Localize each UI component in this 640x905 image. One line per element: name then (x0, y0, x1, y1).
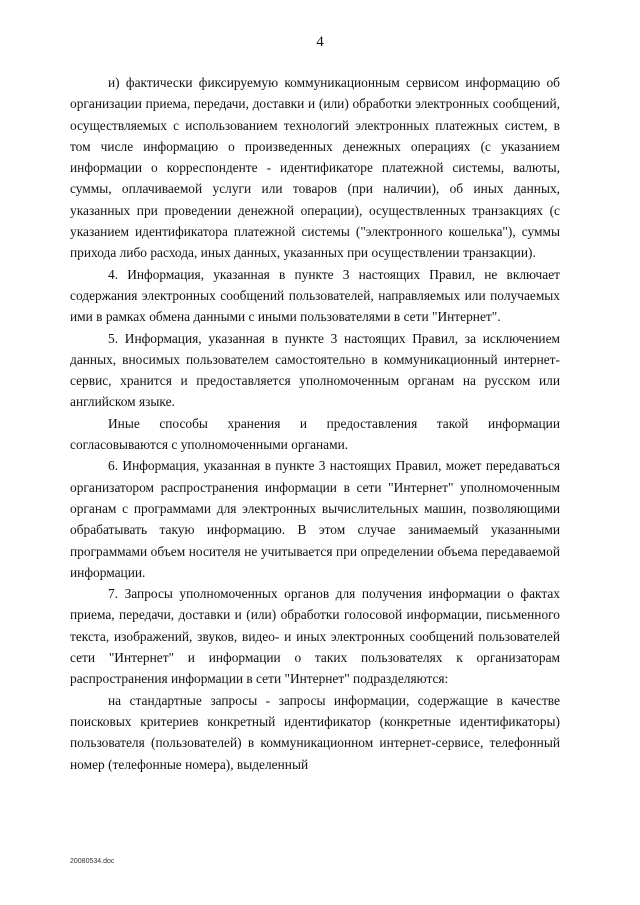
page-number: 4 (316, 34, 324, 50)
paragraph-4: 4. Информация, указанная в пункте 3 настоящих Правил, не включает содержания электронных сообщений пользователей, направляемых или получаемых ими в рамках обмена данными с иными пользователями в сети "Интернет". (70, 266, 560, 325)
paragraph-7-standard-requests: на стандартные запросы - запросы информации, содержащие в качестве поисковых критериев конкретный идентификатор (конкретные идентификаторы) пользователя (пользователей) в коммуникационном интернет-сервисе, телефонный номер (телефонные номера), выделенный (70, 692, 560, 772)
paragraph-5: 5. Информация, указанная в пункте 3 настоящих Правил, за исключением данных, вносимых пользователем самостоятельно в коммуникационный интернет-сервис, хранится и предоставляется уполномоченным органам на русском или английском языке. (70, 330, 560, 410)
paragraph-5-other-methods: Иные способы хранения и предоставления такой информации согласовываются с уполномоченными органами. (70, 415, 560, 453)
paragraph-3i: и) фактически фиксируемую коммуникационным сервисом информацию об организации приема, передачи, доставки и (или) обработки электронных сообщений, осуществляемых с использованием технологий электронных платежных систем, в том числе информацию о произведенных денежных операциях (с указанием информации о корреспонденте - идентификаторе платежной системы, валюты, суммы, оплачиваемой услуги или товаров (при наличии), об иных данных, указанных при проведении денежной операции), осуществленных транзакциях (с указанием идентификатора платежной системы ("электронного кошелька"), суммы прихода либо расхода, иных данных, указанных при осуществлении транзакции). (70, 75, 560, 261)
document-filename: 20080534.doc (70, 858, 115, 865)
paragraph-7: 7. Запросы уполномоченных органов для получения информации о фактах приема, передачи, доставки и (или) обработки голосовой информации, письменного текста, изображений, звуков, видео- и иных электронных сообщений пользователей сети "Интернет" и информации о таких пользователях к организаторам распространения информации в сети "Интернет" подразделяются: (70, 586, 560, 687)
paragraph-6: 6. Информация, указанная в пункте 3 настоящих Правил, может передаваться организатором распространения информации в сети "Интернет" уполномоченным органам с программами для электронных вычислительных машин, позволяющими обрабатывать такую информацию. В этом случае занимаемый указанными программами объем носителя не учитывается при определении объема передаваемой информации. (70, 458, 560, 580)
document-body (70, 72, 560, 775)
